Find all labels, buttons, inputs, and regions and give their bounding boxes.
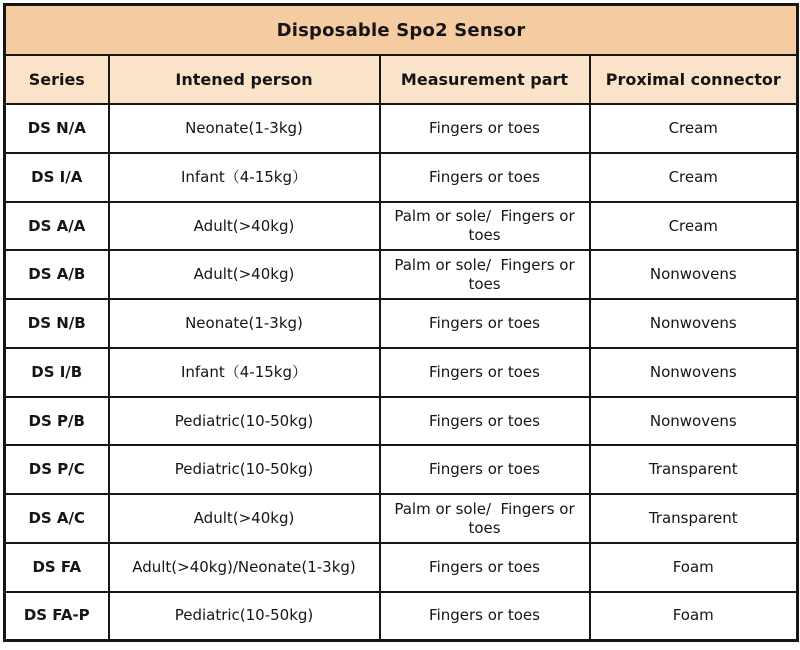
connector-cell: Transparent bbox=[590, 445, 798, 494]
connector-cell: Cream bbox=[590, 104, 798, 153]
measurement-cell: Palm or sole/ Fingers or toes bbox=[380, 250, 590, 299]
series-cell: DS A/C bbox=[5, 494, 109, 543]
measurement-cell: Fingers or toes bbox=[380, 153, 590, 202]
measurement-cell: Fingers or toes bbox=[380, 445, 590, 494]
table-row bbox=[5, 153, 798, 202]
person-cell: Adult(>40kg) bbox=[109, 494, 380, 543]
column-header-proximal-connector: Proximal connector bbox=[590, 55, 798, 104]
table-header-row bbox=[5, 55, 798, 104]
table-title-row bbox=[5, 5, 798, 56]
table-row bbox=[5, 202, 798, 251]
connector-cell: Nonwovens bbox=[590, 250, 798, 299]
person-cell: Neonate(1-3kg) bbox=[109, 104, 380, 153]
measurement-cell: Fingers or toes bbox=[380, 348, 590, 397]
table-row bbox=[5, 348, 798, 397]
connector-cell: Cream bbox=[590, 202, 798, 251]
connector-cell: Foam bbox=[590, 543, 798, 592]
connector-cell: Nonwovens bbox=[590, 397, 798, 446]
table-row bbox=[5, 397, 798, 446]
person-cell: Pediatric(10-50kg) bbox=[109, 397, 380, 446]
column-header-intended-person: Intened person bbox=[109, 55, 380, 104]
measurement-cell: Palm or sole/ Fingers or toes bbox=[380, 202, 590, 251]
table-row bbox=[5, 445, 798, 494]
table-row bbox=[5, 543, 798, 592]
person-cell: Adult(>40kg)/Neonate(1-3kg) bbox=[109, 543, 380, 592]
series-cell: DS N/B bbox=[5, 299, 109, 348]
measurement-cell: Fingers or toes bbox=[380, 592, 590, 641]
series-cell: DS I/B bbox=[5, 348, 109, 397]
table-row bbox=[5, 494, 798, 543]
series-cell: DS FA-P bbox=[5, 592, 109, 641]
person-cell: Neonate(1-3kg) bbox=[109, 299, 380, 348]
series-cell: DS FA bbox=[5, 543, 109, 592]
measurement-cell: Fingers or toes bbox=[380, 299, 590, 348]
measurement-cell: Fingers or toes bbox=[380, 104, 590, 153]
table-title: Disposable Spo2 Sensor bbox=[5, 5, 798, 56]
table-row bbox=[5, 104, 798, 153]
person-cell: Infant（4-15kg） bbox=[109, 153, 380, 202]
person-cell: Pediatric(10-50kg) bbox=[109, 592, 380, 641]
spec-table-container bbox=[3, 3, 796, 642]
column-header-series: Series bbox=[5, 55, 109, 104]
series-cell: DS I/A bbox=[5, 153, 109, 202]
connector-cell: Transparent bbox=[590, 494, 798, 543]
person-cell: Pediatric(10-50kg) bbox=[109, 445, 380, 494]
measurement-cell: Palm or sole/ Fingers or toes bbox=[380, 494, 590, 543]
connector-cell: Cream bbox=[590, 153, 798, 202]
person-cell: Adult(>40kg) bbox=[109, 202, 380, 251]
connector-cell: Nonwovens bbox=[590, 348, 798, 397]
spec-table bbox=[3, 3, 799, 642]
table-row bbox=[5, 250, 798, 299]
connector-cell: Foam bbox=[590, 592, 798, 641]
person-cell: Adult(>40kg) bbox=[109, 250, 380, 299]
person-cell: Infant（4-15kg） bbox=[109, 348, 380, 397]
measurement-cell: Fingers or toes bbox=[380, 397, 590, 446]
connector-cell: Nonwovens bbox=[590, 299, 798, 348]
series-cell: DS P/C bbox=[5, 445, 109, 494]
series-cell: DS A/A bbox=[5, 202, 109, 251]
column-header-measurement-part: Measurement part bbox=[380, 55, 590, 104]
measurement-cell: Fingers or toes bbox=[380, 543, 590, 592]
series-cell: DS P/B bbox=[5, 397, 109, 446]
series-cell: DS A/B bbox=[5, 250, 109, 299]
table-row bbox=[5, 299, 798, 348]
table-row bbox=[5, 592, 798, 641]
series-cell: DS N/A bbox=[5, 104, 109, 153]
